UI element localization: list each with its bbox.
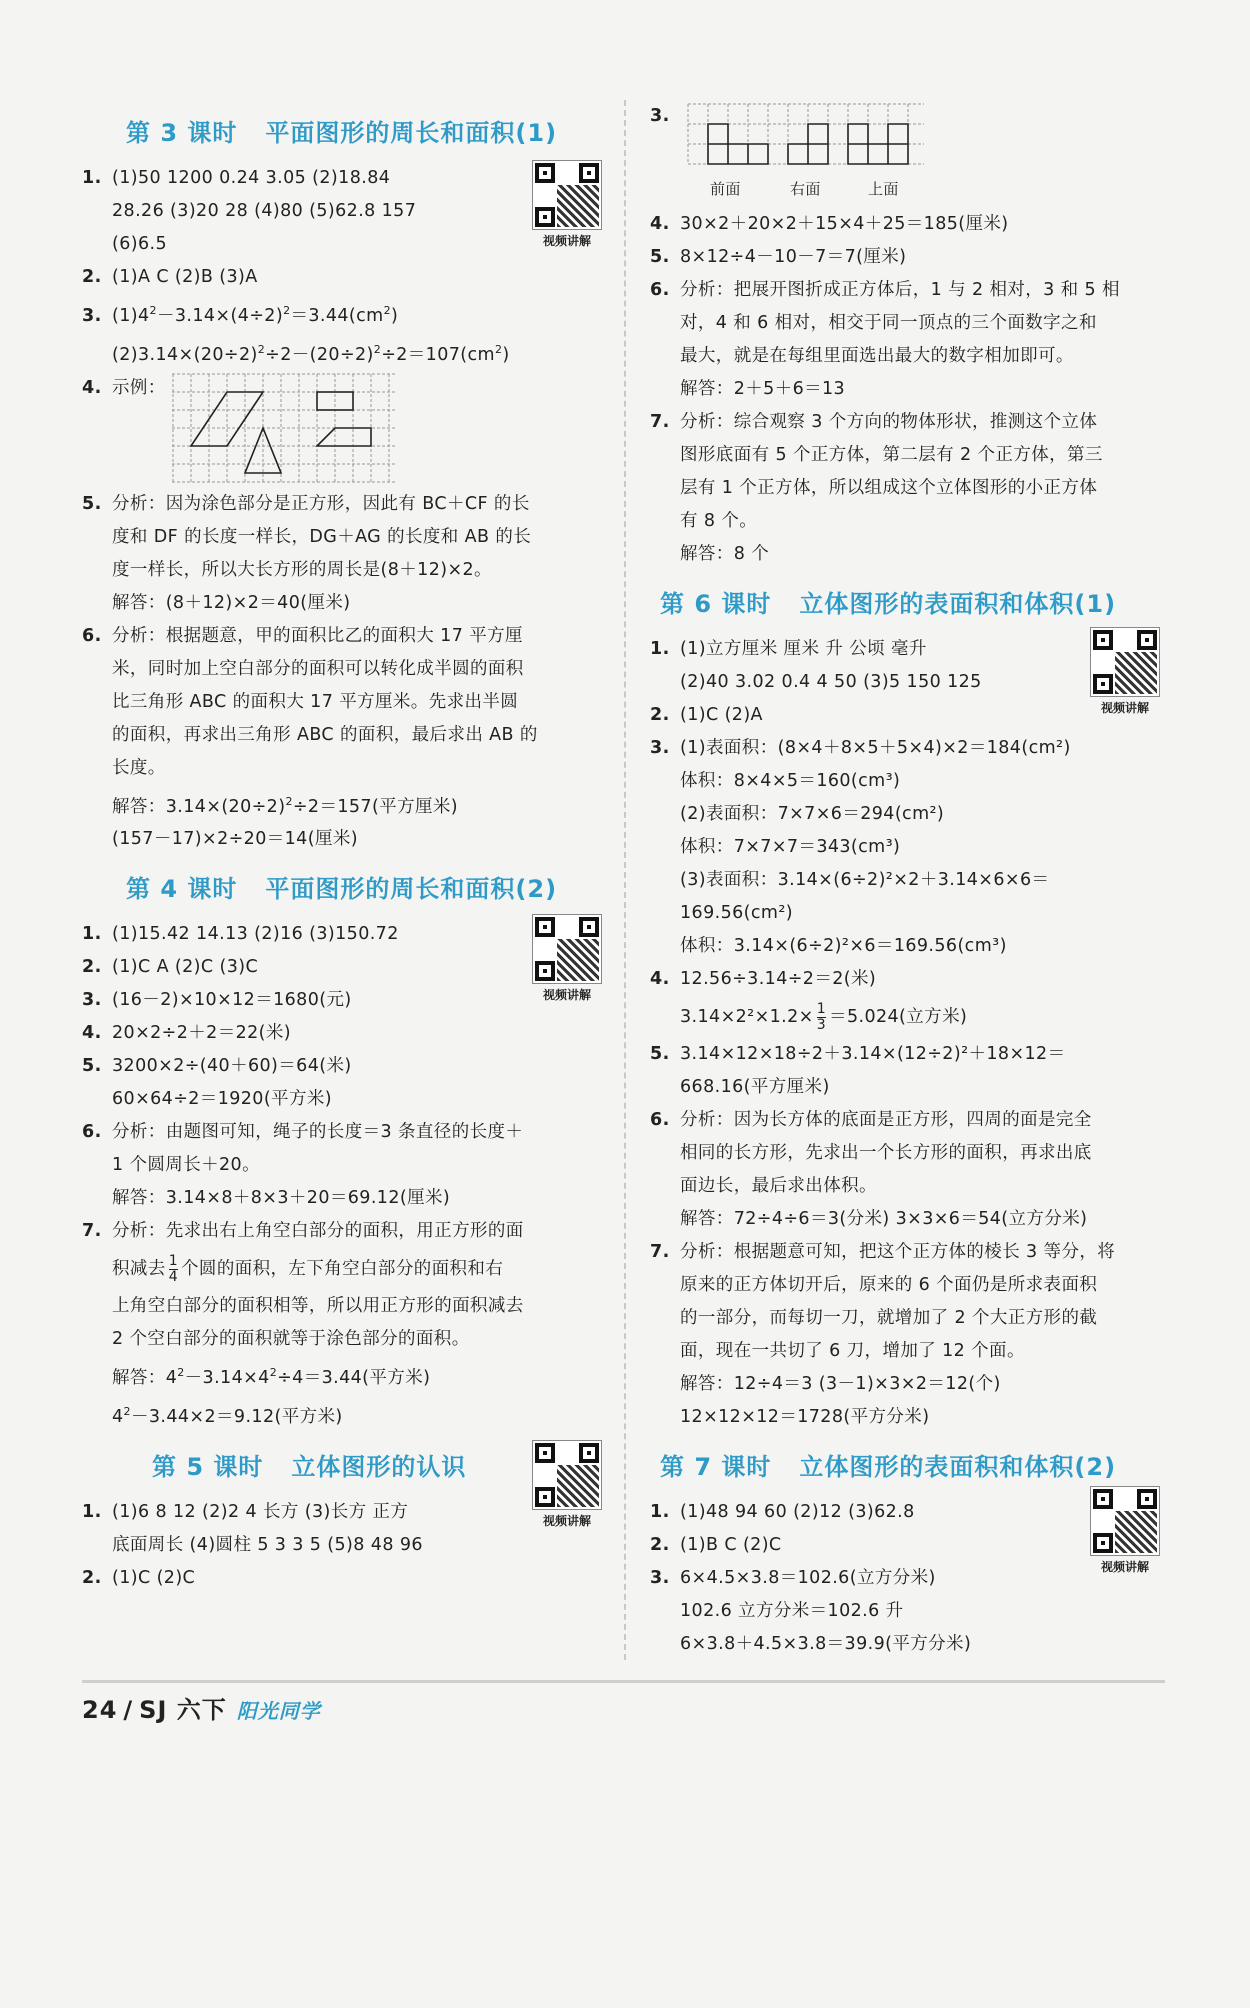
section-title-lesson-6: 第 6 课时 立体图形的表面积和体积(1) [660,590,1117,618]
s4-q7-l3: 上角空白部分的面积相等，所以用正方形的面积减去 [112,1296,524,1317]
section-title-lesson-7: 第 7 课时 立体图形的表面积和体积(2) [660,1453,1117,1481]
footer-rule [82,1680,1165,1683]
r-q6-l1: 6. 分析：把展开图折成正方体后，1 与 2 相对，3 和 5 相 [650,280,1120,300]
view-label-right: 右面 [789,181,821,198]
r-q7-l1: 7. 分析：综合观察 3 个方向的物体形状，推测这个立体 [650,412,1098,432]
s6-q7-l1: 7. 分析：根据题意可知，把这个正方体的棱长 3 等分，将 [650,1242,1116,1262]
section-title-lesson-3: 第 3 课时 平面图形的周长和面积(1) [126,119,558,147]
r-q7-ans: 解答：8 个 [680,544,770,564]
s4-q7-l4: 2 个空白部分的面积就等于涂色部分的面积。 [112,1329,470,1350]
s4-q5-l2: 60×64÷2＝1920(平方米) [112,1089,332,1110]
top-view-shape [848,124,908,164]
section-title-lesson-5: 第 5 课时 立体图形的认识 [152,1453,467,1482]
s4-q6-l2: 1 个圆周长＋20。 [112,1155,260,1176]
s3-q5-l1: 5. 分析：因为涂色部分是正方形，因此有 BC＋CF 的长 [82,493,530,514]
s6-q4-l2: 3.14×2²×1.2× $\frac{1}{3}$ ＝5.024(立方米) [680,1000,968,1033]
s4-q7-ans1: 解答：$4^2-3.14\times 4^2\div 4=3.44$(平方米) [112,1366,431,1389]
view-label-top: 上面 [867,181,899,198]
s3-q3a: 3. $(1)4^2-3.14\times(4\div 2)^2=3.44(cm^2)$ [82,304,399,326]
s6-q5-l2: 668.16(平方厘米) [680,1077,830,1097]
s3-q5-l2: 度和 DF 的长度一样长，DG＋AG 的长度和 AB 的长 [112,526,532,547]
s6-q7-ans1: 解答：12÷4＝3 (3－1)×3×2＝12(个) [680,1374,1001,1394]
qr-icon [532,160,602,230]
s4-q7-l2: 积减去 $\frac{1}{4}$ 个圆的面积，左下角空白部分的面积和右 [112,1252,504,1285]
right-view-shape [788,124,828,164]
front-view-shape [708,124,768,164]
right-column [650,100,1165,1661]
s6-q3-l3: (2)表面积：7×7×6＝294(cm²) [680,804,945,824]
s3-q5-l3: 度一样长，所以大长方形的周长是(8＋12)×2。 [112,559,492,580]
s6-q3-l1: 3. (1)表面积：(8×4＋8×5＋5×4)×2＝184(cm²) [650,738,1071,758]
three-view-grid [686,100,926,204]
section-title-lesson-4: 第 4 课时 平面图形的周长和面积(2) [126,875,558,904]
s5-q1-l1: 1. (1)6 8 12 (2)2 4 长方 (3)长方 正方 [82,1502,409,1523]
s3-q6-l2: 米，同时加上空白部分的面积可以转化成半圆的面积 [112,658,524,679]
r-q7-l2: 图形底面有 5 个正方体，第二层有 2 个正方体，第三 [680,445,1103,465]
s6-q6-l3: 面边长，最后求出体积。 [680,1176,877,1196]
r-q3-views: 3. 前面 右面 上面 [650,100,1165,208]
s6-q7-l3: 的一部分，而每切一刀，就增加了 2 个大正方形的截 [680,1308,1098,1328]
edition-label: SJ 六下 [139,1696,227,1724]
s3-q4: 4. 示例： [82,372,602,488]
shape-example-grid [172,372,398,484]
s5-q2: 2. (1)C (2)C [82,1568,196,1589]
s3-q6-l4: 的面积，再求出三角形 ABC 的面积，最后求出 AB 的 [112,724,538,745]
s5-q1-l2: 底面周长 (4)圆柱 5 3 3 5 (5)8 48 96 [112,1535,423,1556]
s6-q5-l1: 5. 3.14×12×18÷2＋3.14×(12÷2)²＋18×12＝ [650,1044,1066,1064]
s3-q3b: $(2)3.14\times(20\div 2)^2\div 2-(20\div 2)^2\div 2=107(cm^2)$ [112,342,510,365]
qr-code-lesson-4[interactable]: 视频讲解 [532,914,602,1003]
r-q6-ans: 解答：2＋5＋6＝13 [680,379,846,399]
fraction-one-third: $\frac{1}{3}$ [816,1000,827,1033]
fraction-one-quarter: $\frac{1}{4}$ [168,1252,179,1285]
s6-q6-ans: 解答：72÷4÷6＝3(分米) 3×3×6＝54(立方分米) [680,1209,1088,1229]
brand-logo: 阳光同学 [236,1699,321,1723]
s4-q2: 2. (1)C A (2)C (3)C [82,957,259,978]
trapezoid-shape [317,428,371,446]
column-divider [624,100,626,1660]
r-q5: 5. 8×12÷4－10－7＝7(厘米) [650,247,907,267]
view-label-front: 前面 [709,181,741,198]
s6-q1-l2: (2)40 3.02 0.4 4 50 (3)5 150 125 [680,672,982,692]
r-q7-l4: 有 8 个。 [680,511,758,531]
s3-q1-line2: 28.26 (3)20 28 (4)80 (5)62.8 157 [112,201,417,221]
s7-q3-l3: 6×3.8＋4.5×3.8＝39.9(平方分米) [680,1634,972,1654]
r-q7-l3: 层有 1 个正方体，所以组成这个立体图形的小正方体 [680,478,1098,498]
s4-q3: 3. (16－2)×10×12＝1680(元) [82,990,352,1011]
s6-q4-l1: 4. 12.56÷3.14÷2＝2(米) [650,969,877,989]
s3-q5-ans: 解答：(8＋12)×2＝40(厘米) [112,592,351,613]
s4-q1: 1. (1)15.42 14.13 (2)16 (3)150.72 [82,924,399,945]
s4-q4: 4. 20×2÷2＋2＝22(米) [82,1023,292,1044]
left-column [82,100,602,1595]
r-q4: 4. 30×2＋20×2＋15×4＋25＝185(厘米) [650,214,1009,234]
s6-q7-l4: 面，现在一共切了 6 刀，增加了 12 个面。 [680,1341,1025,1361]
s6-q3-l4: 体积：7×7×7＝343(cm³) [680,837,901,857]
qr-code-lesson-3[interactable]: 视频讲解 [532,160,602,249]
s4-q5-l1: 5. 3200×2÷(40＋60)＝64(米) [82,1056,352,1077]
r-q6-l3: 最大，就是在每组里面选出最大的数字相加即可。 [680,346,1074,366]
s6-q2: 2. (1)C (2)A [650,705,763,725]
s6-q7-ans2: 12×12×12＝1728(平方分米) [680,1407,930,1427]
qr-code-lesson-5[interactable]: 视频讲解 [532,1440,602,1529]
s7-q3-l1: 3. 6×4.5×3.8＝102.6(立方分米) [650,1568,936,1588]
qr-code-lesson-6[interactable]: 视频讲解 [1090,627,1160,716]
s4-q6-l1: 6. 分析：由题图可知，绳子的长度＝3 条直径的长度＋ [82,1122,524,1143]
s3-q6-l1: 6. 分析：根据题意，甲的面积比乙的面积大 17 平方厘 [82,625,523,646]
s6-q6-l2: 相同的长方形，先求出一个长方形的面积，再求出底 [680,1143,1092,1163]
s7-q1: 1. (1)48 94 60 (2)12 (3)62.8 [650,1502,915,1522]
r-q6-l2: 对，4 和 6 相对，相交于同一顶点的三个面数字之和 [680,313,1097,333]
qr-icon [1090,1486,1160,1556]
qr-icon [532,1440,602,1510]
s3-q6-ans1: 解答：$3.14\times(20\div 2)^2\div 2=157$(平方厘米) [112,794,459,817]
s7-q3-l2: 102.6 立方分米＝102.6 升 [680,1601,904,1621]
s3-q6-ans2: (157－17)×2÷20＝14(厘米) [112,829,358,850]
s4-q7-ans2: $4^2-3.44\times 2=9.12$(平方米) [112,1405,343,1428]
s6-q3-l5: (3)表面积：3.14×(6÷2)²×2＋3.14×6×6＝ [680,870,1050,890]
s3-q2: 2. (1)A C (2)B (3)A [82,267,258,287]
s4-q6-ans: 解答：3.14×8＋8×3＋20＝69.12(厘米) [112,1188,451,1209]
s6-q6-l1: 6. 分析：因为长方体的底面是正方形，四周的面是完全 [650,1110,1092,1130]
page-footer: 24 / SJ 六下 阳光同学 [82,1696,321,1724]
s6-q3-l6: 169.56(cm²) [680,903,793,923]
qr-icon [532,914,602,984]
qr-icon [1090,627,1160,697]
s6-q3-l2: 体积：8×4×5＝160(cm³) [680,771,901,791]
s3-q6-l5: 长度。 [112,757,166,778]
s6-q1-l1: 1. (1)立方厘米 厘米 升 公顷 毫升 [650,639,927,659]
page-number: 24 [82,1696,118,1724]
s3-q6-l3: 比三角形 ABC 的面积大 17 平方厘米。先求出半圆 [112,691,519,712]
s7-q2: 2. (1)B C (2)C [650,1535,782,1555]
s6-q3-l7: 体积：3.14×(6÷2)²×6＝169.56(cm³) [680,936,1007,956]
s3-q1-line3: (6)6.5 [112,234,168,254]
qr-code-lesson-7[interactable]: 视频讲解 [1090,1486,1160,1575]
s4-q7-l1: 7. 分析：先求出右上角空白部分的面积，用正方形的面 [82,1221,524,1242]
s6-q7-l2: 原来的正方体切开后，原来的 6 个面仍是所求表面积 [680,1275,1098,1295]
s3-q1-line1: 1. (1)50 1200 0.24 3.05 (2)18.84 [82,168,391,188]
